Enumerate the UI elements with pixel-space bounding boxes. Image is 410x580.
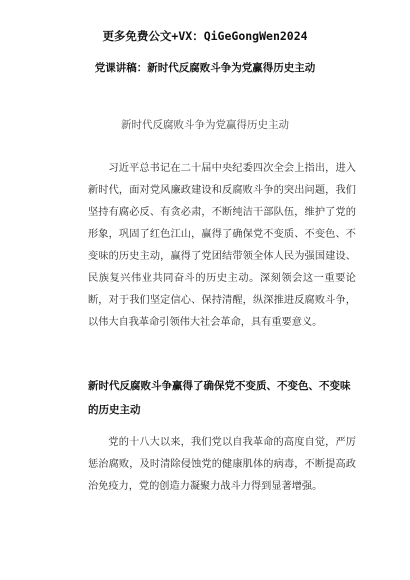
body-paragraph-1: 习近平总书记在二十届中央纪委四次全会上指出，进入新时代，面对党风廉政建设和反腐败斗争的突出问题，我们坚持有腐必反、有贪必肃，不断纯洁干部队伍，维护了党的形象，巩固了红色江山，赢得了确保党不变质、不变色、不变味的历史主动，赢得了党团结带领全体人民为强国建设、民族复兴伟业共同奋斗的历史主动。深刻领会这一重要论断，对于我们坚定信心、保持清醒，纵深推进反腐败斗争，以伟大自我革命引领伟大社会革命，具有重要意义。 (88, 163, 356, 328)
body-paragraph-2: 党的十八大以来，我们党以自我革命的高度自觉，严厉惩治腐败，及时清除侵蚀党的健康肌体的病毒，不断提高政治免疫力，党的创造力凝聚力战斗力得到显著增强。 (88, 437, 356, 492)
section-heading: 新时代反腐败斗争赢得了确保党不变质、不变色、不变味的历史主动 (88, 380, 351, 416)
document-subtitle: 新时代反腐败斗争为党赢得历史主动 (121, 119, 289, 131)
watermark-banner: 更多免费公文+VX：QiGeGongWen2024 (102, 29, 308, 43)
document-title: 党课讲稿：新时代反腐败斗争为党赢得历史主动 (94, 62, 316, 74)
